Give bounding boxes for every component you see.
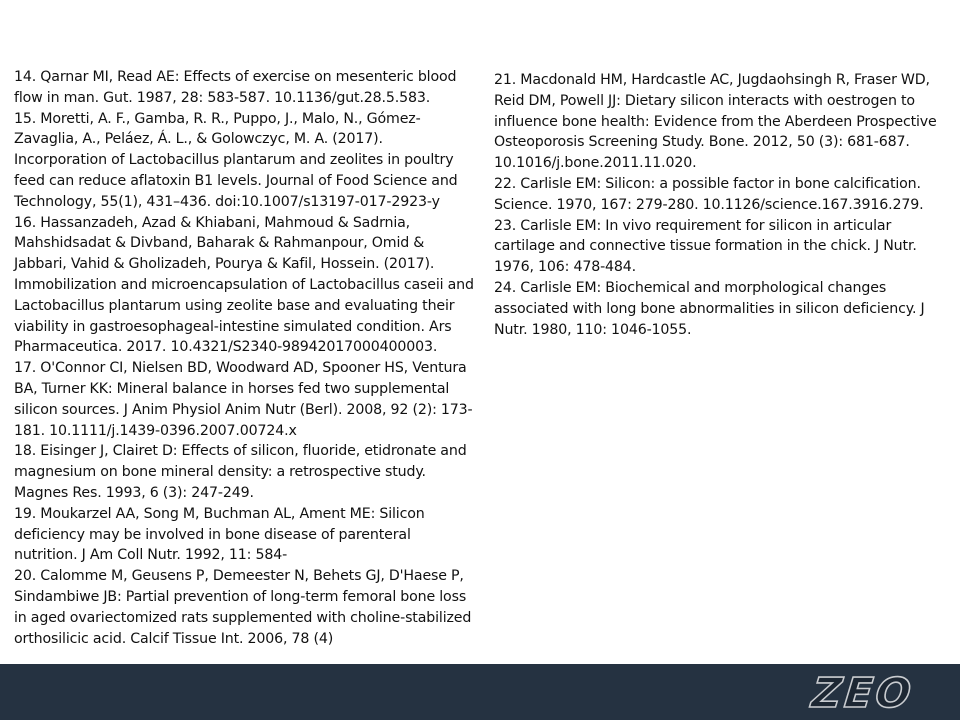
- reference-17: 17. O'Connor CI, Nielsen BD, Woodward AD, Spooner HS, Ventura BA, Turner KK: Mineral balance in horses fed two supplemental silicon sources. J Anim Physiol Anim Nutr (Berl). 2008, 92 (2): 173-181. 10.1111/j.1439-0396.2007.00724.x: [14, 360, 473, 439]
- reference-21: 21. Macdonald HM, Hardcastle AC, Jugdaohsingh R, Fraser WD, Reid DM, Powell JJ: Dietary silicon interacts with oestrogen to influence bone health: Evidence from the Aberdeen Prospective Osteoporosis Screening Study. Bone. 2012, 50 (3): 681-687. 10.1016/j.bone.2011.11.020.: [494, 72, 937, 172]
- reference-14: 14. Qarnar MI, Read AE: Effects of exercise on mesenteric blood flow in man. Gut. 1987, 28: 583-587. 10.1136/gut.28.5.583.: [14, 69, 457, 106]
- references-column-left: [14, 67, 476, 649]
- reference-16: 16. Hassanzadeh, Azad & Khiabani, Mahmoud & Sadrnia, Mahshidsadat & Divband, Baharak & Rahmanpour, Omid & Jabbari, Vahid & Gholizadeh, Pourya & Kafil, Hossein. (2017). Immobilization and microencapsulation of Lactobacillus caseii and Lactobacillus plantarum using zeolite base and evaluating their viability in gastroesophageal-intestine simulated condition. Ars Pharmaceutica. 2017. 10.4321/S2340-98942017000400003.: [14, 214, 474, 356]
- reference-18: 18. Eisinger J, Clairet D: Effects of silicon, fluoride, etidronate and magnesium on bone mineral density: a retrospective study. Magnes Res. 1993, 6 (3): 247-249.: [14, 443, 467, 501]
- reference-24: 24. Carlisle EM: Biochemical and morphological changes associated with long bone abnormalities in silicon deficiency. J Nutr. 1980, 110: 1046-1055.: [494, 279, 925, 338]
- reference-19: 19. Moukarzel AA, Song M, Buchman AL, Ament ME: Silicon deficiency may be involved in bone disease of parenteral nutrition. J Am Coll Nutr. 1992, 11: 584-: [14, 505, 425, 564]
- footer-bar: [0, 664, 960, 720]
- reference-22: 22. Carlisle EM: Silicon: a possible factor in bone calcification. Science. 1970, 167: 279-280. 10.1126/science.167.3916.279.: [494, 175, 924, 213]
- reference-15: 15. Moretti, A. F., Gamba, R. R., Puppo, J., Malo, N., Gómez-Zavaglia, A., Peláez, Á. L., & Golowczyc, M. A. (2017). Incorporation of Lactobacillus plantarum and zeolites in poultry feed can reduce aflatoxin B1 levels. Journal of Food Science and Technology, 55(1), 431–436. doi:10.1007/s13197-017-2923-y: [14, 110, 458, 210]
- zeo-logo: ZEO: [809, 669, 917, 717]
- reference-20: 20. Calomme M, Geusens P, Demeester N, Behets GJ, D'Haese P, Sindambiwe JB: Partial prevention of long-term femoral bone loss in aged ovariectomized rats supplemented with choline-stabilized orthosilicic acid. Calcif Tissue Int. 2006, 78 (4): [14, 568, 472, 647]
- reference-23: 23. Carlisle EM: In vivo requirement for silicon in articular cartilage and connective tissue formation in the chick. J Nutr. 1976, 106: 478-484.: [494, 217, 917, 276]
- references-column-right: [494, 70, 946, 340]
